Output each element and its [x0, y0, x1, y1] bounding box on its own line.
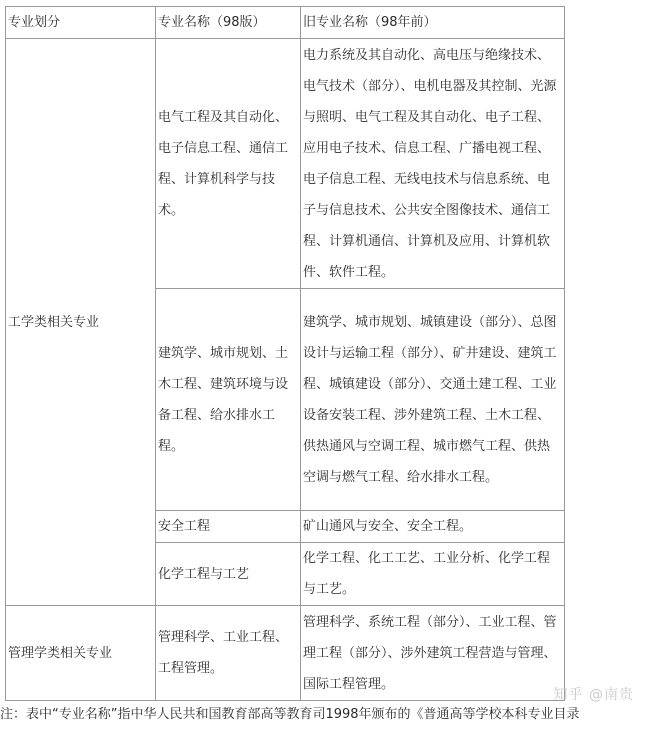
- category-management: 管理学类相关专业: [6, 606, 156, 701]
- old-name-chemical: 化学工程、化工工艺、工业分析、化学工程与工艺。: [301, 543, 565, 606]
- major-name-safety: 安全工程: [156, 511, 301, 543]
- major-name-chemical: 化学工程与工艺: [156, 543, 301, 606]
- table-row: [6, 606, 565, 701]
- old-name-electrical: 电力系统及其自动化、高电压与绝缘技术、电气技术（部分）、电机电器及其控制、光源与照明、电气工程及其自动化、电子工程、应用电子技术、信息工程、广播电视工程、电子信息工程、无线电技术与信息系统、电子与信息技术、公共安全图像技术、通信工程、计算机通信、计算机及应用、计算机软件、软件工程。: [301, 39, 565, 289]
- category-engineering: 工学类相关专业: [6, 39, 156, 606]
- header-major-name: 专业名称（98版）: [156, 7, 301, 39]
- major-name-electrical: 电气工程及其自动化、电子信息工程、通信工程、计算机科学与技术。: [156, 39, 301, 289]
- old-name-architecture: 建筑学、城市规划、城镇建设（部分）、总图设计与运输工程（部分）、矿井建设、建筑工程、城镇建设（部分）、交通土建工程、工业设备安装工程、涉外建筑工程、土木工程、供热通风与空调工程、城市燃气工程、供热空调与燃气工程、给水排水工程。: [301, 289, 565, 511]
- old-name-safety: 矿山通风与安全、安全工程。: [301, 511, 565, 543]
- old-name-management: 管理科学、系统工程（部分）、工业工程、管理工程（部分）、涉外建筑工程营造与管理、国际工程管理。: [301, 606, 565, 701]
- majors-table: [5, 6, 565, 701]
- header-row: [6, 7, 565, 39]
- watermark: 知乎 @南贵: [553, 687, 634, 703]
- header-old-name: 旧专业名称（98年前）: [301, 7, 565, 39]
- footnote: 注：表中“专业名称”指中华人民共和国教育部高等教育司1998年颁布的《普通高等学校本科专业目录: [0, 707, 580, 722]
- major-name-management: 管理科学、工业工程、工程管理。: [156, 606, 301, 701]
- major-name-architecture: 建筑学、城市规划、土木工程、建筑环境与设备工程、给水排水工程。: [156, 289, 301, 511]
- table-row: [6, 39, 565, 289]
- header-category: 专业划分: [6, 7, 156, 39]
